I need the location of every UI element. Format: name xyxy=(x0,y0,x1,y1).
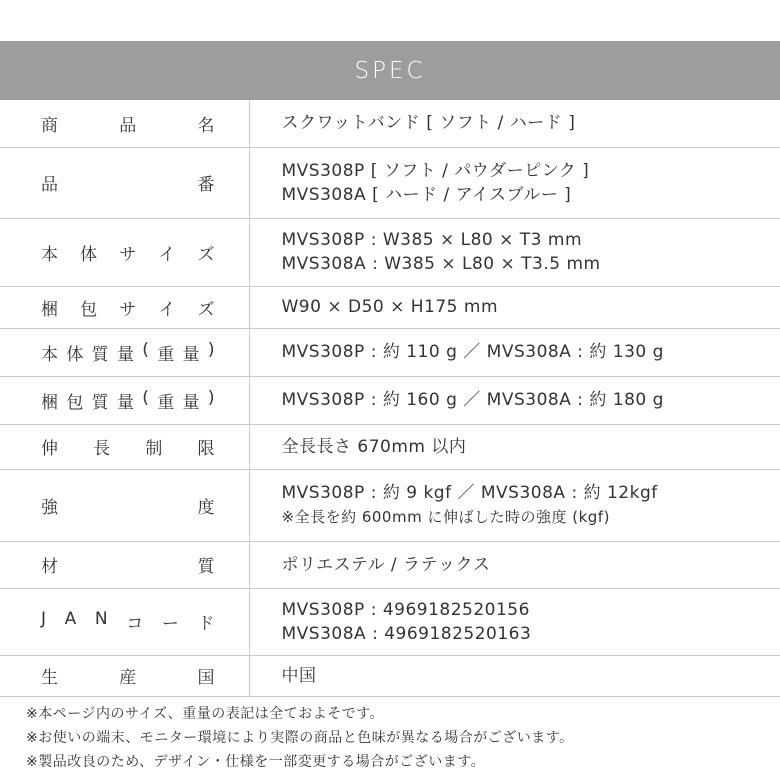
spec-label-char: 梱 xyxy=(41,299,58,320)
spec-label-char: N xyxy=(94,609,108,629)
spec-label-char: 質 xyxy=(91,344,109,365)
spec-value xyxy=(249,655,780,696)
spec-label-char: 制 xyxy=(145,439,163,459)
spec-value-line: MVS308P [ ソフト / パウダーピンク ] xyxy=(281,160,590,181)
spec-label-char: A xyxy=(64,609,77,629)
spec-value xyxy=(249,218,780,286)
spec-label-char: ー xyxy=(161,614,179,634)
spec-label xyxy=(0,286,249,328)
spec-row xyxy=(0,376,780,424)
spec-row xyxy=(0,424,780,469)
spec-value-line: MVS308A : 4969182520163 xyxy=(281,623,532,644)
spec-label-char: イ xyxy=(158,299,176,320)
spec-label-char: イ xyxy=(158,244,176,265)
spec-label-text xyxy=(41,663,215,688)
spec-label-char: ズ xyxy=(197,299,215,320)
spec-label-char: 体 xyxy=(66,344,84,365)
spec-value xyxy=(249,100,780,147)
spec-label-char: 量 xyxy=(116,392,134,413)
spec-label xyxy=(0,469,249,541)
spec-label-char: ) xyxy=(207,387,215,408)
spec-table xyxy=(0,100,780,697)
spec-row xyxy=(0,588,780,655)
spec-value xyxy=(249,286,780,328)
spec-value-line: MVS308P : 約 9 kgf ／ MVS308A : 約 12kgf xyxy=(281,483,658,503)
spec-label-char: ( xyxy=(142,339,149,360)
spec-label-char: コ xyxy=(126,614,144,634)
spec-row xyxy=(0,328,780,376)
spec-label xyxy=(0,655,249,696)
spec-label-char: ズ xyxy=(197,244,215,265)
spec-label-char: 産 xyxy=(119,668,137,688)
spec-label-char: 品 xyxy=(41,175,58,195)
spec-row xyxy=(0,100,780,147)
spec-value xyxy=(249,588,780,655)
spec-label-char: 量 xyxy=(116,344,134,365)
spec-label-text xyxy=(41,111,215,136)
spec-value xyxy=(249,328,780,376)
spec-label-char: J xyxy=(41,609,47,629)
spec-label xyxy=(0,376,249,424)
spec-value-line: スクワットバンド [ ソフト / ハード ] xyxy=(281,113,576,134)
spec-label-char: 番 xyxy=(197,175,215,195)
spec-label-text xyxy=(41,552,215,577)
spec-label-text xyxy=(41,295,215,320)
spec-value-line: MVS308P : 約 160 g ／ MVS308A : 約 180 g xyxy=(281,390,664,410)
spec-row xyxy=(0,218,780,286)
spec-label-text xyxy=(41,340,215,365)
spec-row xyxy=(0,541,780,588)
spec-value-line: W90 × D50 × H175 mm xyxy=(281,297,499,317)
spec-label-text xyxy=(41,609,215,634)
spec-label xyxy=(0,218,249,286)
spec-value-line: ポリエステル / ラテックス xyxy=(281,554,491,575)
spec-label-char: ( xyxy=(142,387,149,408)
spec-label-char: 質 xyxy=(91,392,109,413)
spec-label-char: 包 xyxy=(80,299,98,320)
spec-value-line: MVS308P : W385 × L80 × T3 mm xyxy=(281,230,583,250)
spec-value xyxy=(249,376,780,424)
spec-label-char: 強 xyxy=(41,497,58,518)
spec-label-char: 体 xyxy=(80,244,98,265)
spec-value-line: MVS308P : 4969182520156 xyxy=(281,599,530,620)
spec-label-char: 量 xyxy=(182,392,200,413)
note: ※本ページ内のサイズ、重量の表記は全ておよそです。 xyxy=(26,706,385,722)
spec-label-char: ド xyxy=(197,614,215,634)
spec-value-line: MVS308A : W385 × L80 × T3.5 mm xyxy=(281,254,601,274)
spec-row xyxy=(0,655,780,696)
notes xyxy=(26,702,766,774)
spec-row xyxy=(0,469,780,541)
spec-label-char: 国 xyxy=(197,668,215,688)
spec-label-text xyxy=(41,170,215,195)
spec-label-char: 本 xyxy=(41,344,58,365)
spec-label-char: 重 xyxy=(157,392,175,413)
spec-label-char: 品 xyxy=(119,115,137,136)
spec-value xyxy=(249,424,780,469)
spec-value-line: MVS308P : 約 110 g ／ MVS308A : 約 130 g xyxy=(281,342,664,362)
spec-label-char: 梱 xyxy=(41,392,58,413)
spec-label-char: サ xyxy=(119,244,137,265)
spec-label-char: 商 xyxy=(41,115,58,136)
spec-label xyxy=(0,147,249,218)
spec-label-char: 名 xyxy=(197,115,215,136)
spec-label xyxy=(0,328,249,376)
spec-label-char: 生 xyxy=(41,668,58,688)
spec-label-char: 長 xyxy=(93,439,111,459)
spec-label-text xyxy=(41,434,215,459)
spec-label xyxy=(0,588,249,655)
spec-label xyxy=(0,541,249,588)
spec-label-char: 伸 xyxy=(41,439,58,459)
spec-value-line: 中国 xyxy=(281,665,317,686)
spec-label-char: 材 xyxy=(41,557,58,577)
spec-label-char: 質 xyxy=(197,557,215,577)
spec-value-line: ※全長を約 600mm に伸ばした時の強度 (kgf) xyxy=(281,508,610,526)
spec-value-line: MVS308A [ ハード / アイスブルー ] xyxy=(281,184,572,205)
spec-label-char: 包 xyxy=(66,392,84,413)
spec-label-char: サ xyxy=(119,299,137,320)
spec-label-text xyxy=(41,493,215,518)
spec-value xyxy=(249,469,780,541)
spec-label-char: ) xyxy=(207,339,215,360)
spec-label-text xyxy=(41,388,215,413)
spec-row xyxy=(0,147,780,218)
spec-label-char: 限 xyxy=(197,439,215,459)
spec-label-char: 度 xyxy=(197,497,215,518)
spec-value xyxy=(249,541,780,588)
spec-label-char: 本 xyxy=(41,244,58,265)
note: ※お使いの端末、モニター環境により実際の商品と色味が異なる場合がございます。 xyxy=(26,730,574,746)
spec-title: SPEC xyxy=(354,57,426,84)
spec-value xyxy=(249,147,780,218)
spec-label-text xyxy=(41,240,215,265)
spec-label xyxy=(0,100,249,147)
spec-label-char: 重 xyxy=(157,344,175,365)
spec-value-line: 全長長さ 670mm 以内 xyxy=(281,436,467,457)
spec-label-char: 量 xyxy=(182,344,200,365)
spec-label xyxy=(0,424,249,469)
spec-header xyxy=(0,41,780,100)
note: ※製品改良のため、デザイン・仕様を一部変更する場合がございます。 xyxy=(26,754,486,770)
spec-row xyxy=(0,286,780,328)
